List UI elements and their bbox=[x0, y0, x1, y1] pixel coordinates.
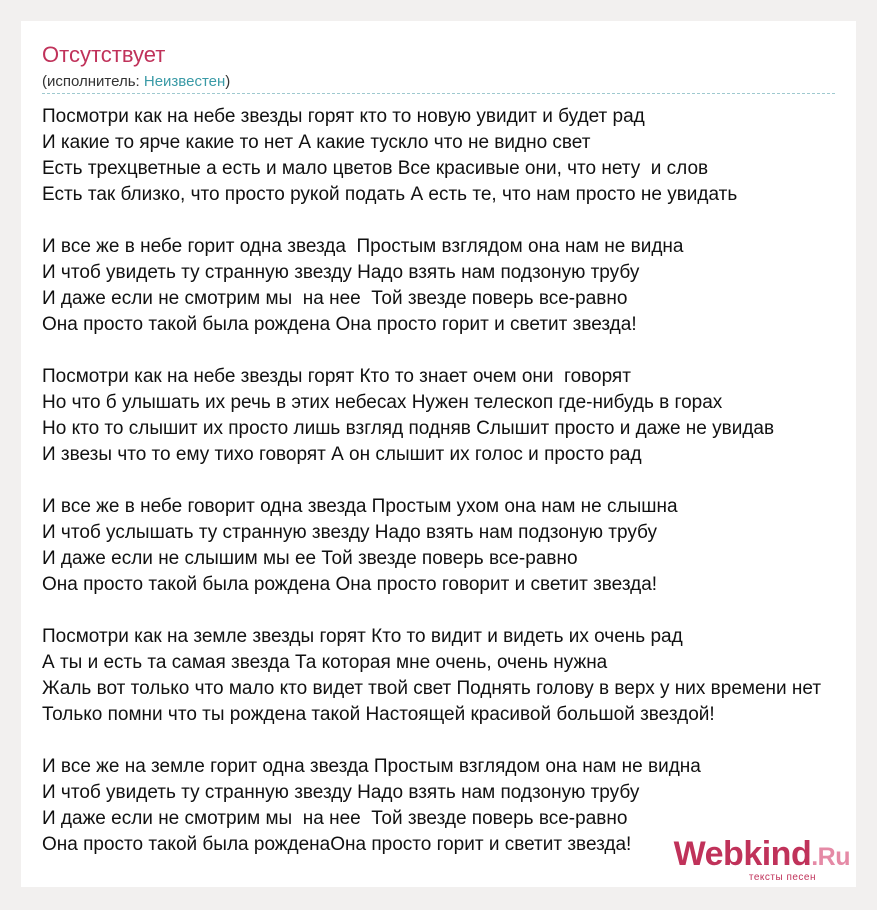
logo-tld: .Ru bbox=[811, 843, 850, 871]
stanza-gap bbox=[42, 208, 821, 234]
dashed-divider bbox=[42, 93, 835, 94]
stanza bbox=[42, 624, 821, 728]
logo-wordmark bbox=[674, 837, 850, 874]
artist-link[interactable]: Неизвестен bbox=[143, 73, 226, 90]
lyric-line: Посмотри как на небе звезды горят Кто то знает очем они говорят bbox=[42, 366, 631, 387]
stanza-gap bbox=[42, 728, 821, 754]
lyric-line: И звезы что то ему тихо говорят А он слышит их голос и просто рад bbox=[42, 444, 642, 465]
artist-suffix: ) bbox=[225, 73, 231, 90]
lyrics-body bbox=[42, 104, 821, 858]
lyric-line: И все же в небе горит одна звезда Простым взглядом она нам не видна bbox=[42, 236, 684, 257]
lyric-line: Но кто то слышит их просто лишь взгляд подняв Слышит просто и даже не увидав bbox=[42, 418, 775, 439]
stanza-gap bbox=[42, 598, 821, 624]
site-logo[interactable] bbox=[674, 837, 850, 883]
lyric-line: И чтоб увидеть ту странную звезду Надо взять нам подзоную трубу bbox=[42, 262, 640, 283]
lyric-line: И чтоб увидеть ту странную звезду Надо взять нам подзоную трубу bbox=[42, 782, 640, 803]
lyric-line: Но что б улышать их речь в этих небесах Нужен телескоп где-нибудь в горах bbox=[42, 392, 723, 413]
lyric-line: Она просто такой была рожденаОна просто горит и светит звезда! bbox=[42, 834, 632, 855]
lyric-line: Посмотри как на земле звезды горят Кто то видит и видеть их очень рад bbox=[42, 626, 683, 647]
logo-tagline: тексты песен bbox=[748, 872, 816, 883]
stanza-gap bbox=[42, 468, 821, 494]
artist-prefix: (исполнитель: bbox=[42, 73, 144, 90]
lyric-line: Только помни что ты рождена такой Настоящей красивой большой звездой! bbox=[42, 704, 715, 725]
song-title: Отсутствует bbox=[42, 42, 166, 67]
lyric-line: И все же в небе говорит одна звезда Простым ухом она нам не слышна bbox=[42, 496, 678, 517]
stanza bbox=[42, 104, 821, 208]
lyrics-card bbox=[21, 21, 856, 887]
lyric-line: И все же на земле горит одна звезда Простым взглядом она нам не видна bbox=[42, 756, 701, 777]
lyric-line: Жаль вот только что мало кто видет твой свет Поднять голову в верх у них времени нет bbox=[42, 678, 822, 699]
lyric-line: И чтоб услышать ту странную звезду Надо взять нам подзоную трубу bbox=[42, 522, 658, 543]
lyric-line: И даже если не смотрим мы на нее Той звезде поверь все-равно bbox=[42, 288, 628, 309]
stanza-gap bbox=[42, 338, 821, 364]
lyric-line: И даже если не слышим мы ее Той звезде поверь все-равно bbox=[42, 548, 578, 569]
logo-name: Webkind bbox=[673, 835, 812, 873]
lyric-line: Есть так близко, что просто рукой подать А есть те, что нам просто не увидать bbox=[42, 184, 738, 205]
stanza bbox=[42, 234, 821, 338]
lyric-line: И какие то ярче какие то нет А какие тускло что не видно свет bbox=[42, 132, 591, 153]
artist-line bbox=[42, 73, 230, 90]
lyric-line: Она просто такой была рождена Она просто говорит и светит звезда! bbox=[42, 574, 658, 595]
stanza bbox=[42, 494, 821, 598]
lyric-line: А ты и есть та самая звезда Та которая мне очень, очень нужна bbox=[42, 652, 608, 673]
lyric-line: Посмотри как на небе звезды горят кто то новую увидит и будет рад bbox=[42, 106, 645, 127]
stanza bbox=[42, 364, 821, 468]
lyric-line: Она просто такой была рождена Она просто горит и светит звезда! bbox=[42, 314, 637, 335]
lyric-line: И даже если не смотрим мы на нее Той звезде поверь все-равно bbox=[42, 808, 628, 829]
lyric-line: Есть трехцветные а есть и мало цветов Все красивые они, что нету и слов bbox=[42, 158, 709, 179]
